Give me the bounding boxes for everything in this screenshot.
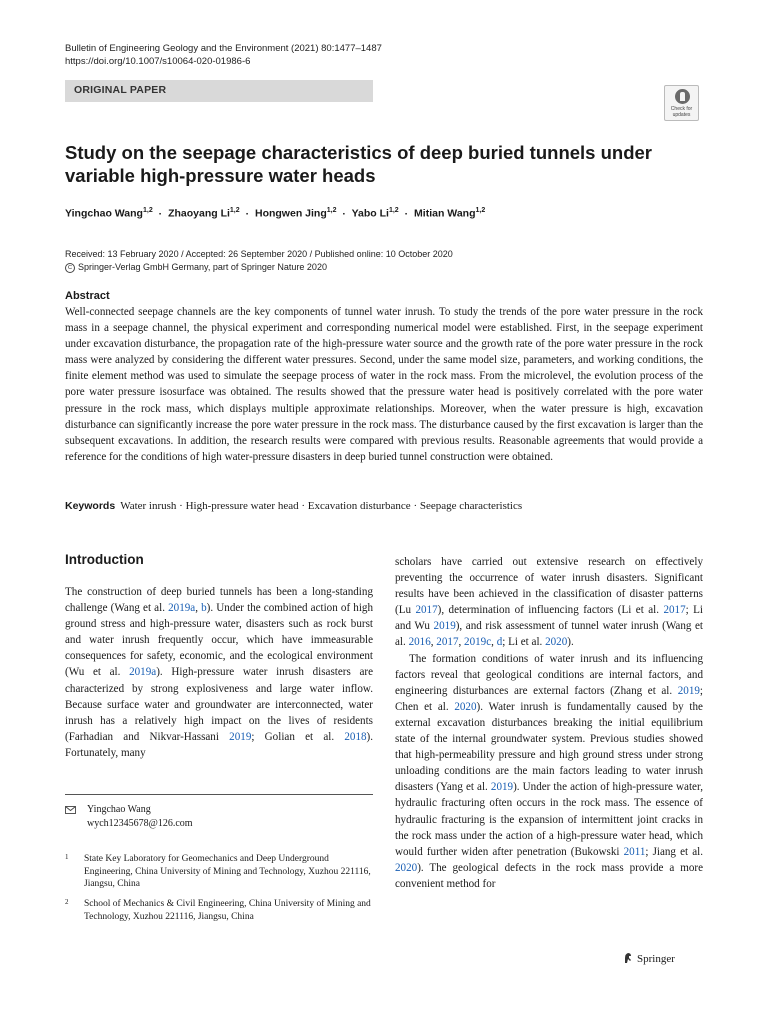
paragraph-text: The construction of deep buried tunnels has been a long-standing challenge (Wang et al. xyxy=(65,586,373,615)
paragraph xyxy=(65,584,373,761)
citation-link[interactable]: 2020 xyxy=(395,861,418,874)
citation-link[interactable]: 2019 xyxy=(677,684,700,697)
footnote-divider xyxy=(65,794,373,795)
corresponding-author-email[interactable]: wych12345678@126.com xyxy=(87,818,193,829)
author-separator: · xyxy=(342,207,346,220)
author-separator: · xyxy=(245,207,250,220)
paragraph-text: scholars have carried out extensive research on effectively preventing the occurrence of water inrush disasters. Significant results have been achieved in the classification of disaster patterns (Lu xyxy=(395,556,703,617)
body-column-left xyxy=(65,584,373,761)
paragraph-text: ). xyxy=(567,636,574,649)
paragraph-text: ; Li et al. xyxy=(502,636,546,649)
check-updates-line-2: updates xyxy=(672,112,691,118)
paragraph xyxy=(395,651,703,892)
author-name[interactable]: Yabo Li xyxy=(351,207,389,220)
paragraph-text: , xyxy=(458,636,465,649)
citation-link[interactable]: 2019a xyxy=(129,666,157,679)
citation-link[interactable]: 2011 xyxy=(623,845,646,858)
citation-link[interactable]: 2020 xyxy=(454,700,477,713)
paragraph-text: ; Jiang et al. xyxy=(645,845,703,858)
paragraph-text: The formation conditions of water inrush and its influencing factors reveal that geological conditions are internal factors, and engineering disturbances are external factors (Zhang et al. xyxy=(395,652,703,697)
paragraph-text: , xyxy=(430,636,437,649)
author-list xyxy=(65,207,485,220)
citation-link[interactable]: 2018 xyxy=(344,730,367,743)
keywords-text: Water inrush · High-pressure water head · Excavation disturbance · Seepage characteristics xyxy=(120,500,523,512)
abstract-heading: Abstract xyxy=(65,290,110,302)
paragraph-text: ), determination of influencing factors (Li et al. xyxy=(437,604,664,617)
author-affiliation-mark: 1,2 xyxy=(388,207,399,214)
doi-link[interactable]: https://doi.org/10.1007/s10064-020-01986-6 xyxy=(65,56,251,67)
citation-link[interactable]: 2016 xyxy=(408,636,431,649)
journal-citation: Bulletin of Engineering Geology and the Environment (2021) 80:1477–1487 xyxy=(65,43,382,54)
paragraph-text: ), and risk assessment of tunnel water inrush (Wang et al. xyxy=(395,620,703,649)
article-type-label: ORIGINAL PAPER xyxy=(74,84,167,96)
paragraph-text: , xyxy=(195,602,202,615)
paper-title: Study on the seepage characteristics of deep buried tunnels under variable high-pressure water heads xyxy=(65,142,652,186)
envelope-icon xyxy=(65,806,76,814)
citation-link[interactable]: 2019a xyxy=(168,602,196,615)
paragraph-text: ; Chen et al. xyxy=(395,684,703,713)
copyright-line xyxy=(65,262,327,273)
author-name[interactable]: Hongwen Jing xyxy=(254,207,327,220)
paragraph-text: ). Fortunately, many xyxy=(65,730,374,759)
author-affiliation-mark: 1,2 xyxy=(142,207,153,214)
author-name[interactable]: Zhaoyang Li xyxy=(168,207,230,220)
publisher-name: Springer xyxy=(637,953,675,965)
paragraph xyxy=(395,554,703,651)
check-for-updates-badge[interactable] xyxy=(664,85,699,121)
affiliation-number: 1 xyxy=(65,853,69,861)
author-affiliation-mark: 1,2 xyxy=(229,207,240,214)
publisher-logo xyxy=(623,952,675,965)
affiliation-text: School of Mechanics & Civil Engineering, China University of Mining and Technology, Xuzhou 221116, Jiangsu, China xyxy=(84,899,371,922)
bookmark-icon xyxy=(675,89,690,104)
paragraph-text: ; Golian et al. xyxy=(251,730,345,743)
citation-link[interactable]: 2019 xyxy=(433,620,456,633)
article-type-bar xyxy=(65,80,373,102)
paragraph-text: ; Li and Wu xyxy=(395,604,703,633)
citation-link[interactable]: 2017 xyxy=(663,604,686,617)
affiliation xyxy=(65,853,373,891)
paragraph-text: ). Under the combined action of high ground stress and high-pressure water, disasters such as rock burst and water inrush frequently occur, which have immeasurable consequences for safety, economic, and the ecological environment (Wu et al. xyxy=(65,602,373,679)
citation-link[interactable]: 2019 xyxy=(490,781,514,794)
copyright-text: Springer-Verlag GmbH Germany, part of Springer Nature 2020 xyxy=(78,262,327,272)
keywords-label: Keywords xyxy=(65,500,116,512)
author-name[interactable]: Yingchao Wang xyxy=(65,207,143,220)
springer-horse-icon xyxy=(623,952,633,964)
citation-link[interactable]: 2020 xyxy=(545,636,568,649)
check-updates-line-1: Check for xyxy=(670,106,693,112)
citation-link[interactable]: 2019c xyxy=(464,636,492,649)
affiliation xyxy=(65,898,373,923)
keywords xyxy=(65,500,522,512)
author-separator: · xyxy=(404,207,409,220)
affiliation-text: State Key Laboratory for Geomechanics and Deep Underground Engineering, China University of Mining and Technology, Xuzhou 221116, Jiangsu, China xyxy=(84,854,371,890)
citation-link[interactable]: b xyxy=(201,602,207,615)
publication-dates: Received: 13 February 2020 / Accepted: 26 September 2020 / Published online: 10 October 2020 xyxy=(65,249,453,259)
author-name[interactable]: Mitian Wang xyxy=(414,207,476,220)
body-column-right xyxy=(395,554,703,892)
citation-link[interactable]: d xyxy=(496,636,503,649)
citation-link[interactable]: 2019 xyxy=(229,730,252,743)
section-heading-introduction: Introduction xyxy=(65,552,144,567)
paragraph-text: ). Under the action of high-pressure water, hydraulic fracturing often occurs in the rock mass. The essence of hydraulic fracturing is the expansion of intermittent joint cracks in the rock mass under the action of a high-pressure water head, which would further widen after penetration (Bukowski xyxy=(395,781,703,858)
abstract-text: Well-connected seepage channels are the key components of tunnel water inrush. To study the trends of the pore water pressure in the rock mass in a seepage channel, the physical experiment and corresponding numerical model were established. First, in the seepage experiment under excavation disturbance, the propagation rate of the high-pressure water source and the growth rate of the pore water pressure in the rock mass were analyzed by considering the different water pressures. Second, under the same model size, parameters, and working conditions, the finite element method was used to simulate the seepage process of water in the rock mass. From the microlevel, the evolution process of the pore water pressure isosurface was obtained. The results showed that the pressure water head is positively correlated with the pore water pressure in the rock mass, which displays multiple approximate relationships. Moreover, when the water pressure is high, excavation disturbance can significantly increase the pore water pressure in the rock mass. The disturbance caused by the first excavation is larger than the subsequent excavations. In addition, the research results were compared with previous results. Reasonable agreements that would provide a reference for the conditions of high water-pressure disasters in deep buried tunnel construction were obtained. xyxy=(65,306,703,463)
citation-link[interactable]: 2017 xyxy=(415,604,438,617)
author-affiliation-mark: 1,2 xyxy=(475,207,486,214)
paragraph-text: , xyxy=(491,636,497,649)
paragraph-text: ). High-pressure water inrush disasters are characterized by strong explosiveness and large water inflow. Because surface water and groundwater are interconnected, water inrush has a relatively high impact on the lives of residents (Farhadian and Nikvar-Hassani xyxy=(65,666,373,743)
citation-link[interactable]: 2017 xyxy=(436,636,459,649)
author-separator: · xyxy=(158,207,163,220)
paragraph-text: ). Water inrush is fundamentally caused by the external excavation disturbances breaking the initial equilibrium state of the internal groundwater system. Previous studies showed that high-permeability pressure and high ground stress under strong unloading conditions are the main factors leading to water inrush disasters (Yang et al. xyxy=(395,700,703,794)
paragraph-text: ). The geological defects in the rock mass provide a more convenient method for xyxy=(395,861,703,890)
affiliation-number: 2 xyxy=(65,898,69,906)
copyright-icon: C xyxy=(65,263,75,273)
author-affiliation-mark: 1,2 xyxy=(326,207,337,214)
corresponding-author-name: Yingchao Wang xyxy=(87,804,151,815)
